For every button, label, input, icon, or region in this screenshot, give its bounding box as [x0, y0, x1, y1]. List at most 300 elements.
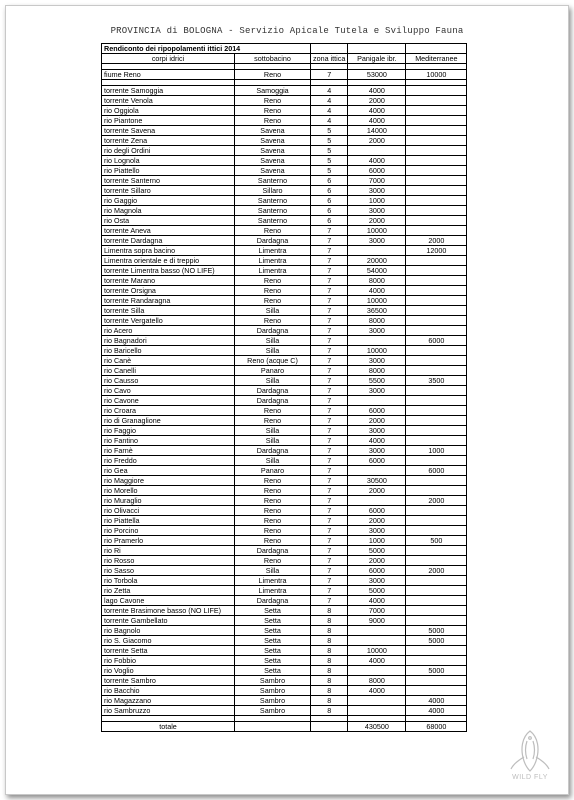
- cell-mediterranee: [406, 416, 467, 426]
- cell-basin: Savena: [235, 166, 311, 176]
- cell-basin: Savena: [235, 126, 311, 136]
- column-header-row: [102, 54, 467, 64]
- cell-mediterranee: [406, 436, 467, 446]
- cell-panigale: 6000: [348, 406, 406, 416]
- cell-panigale: 6000: [348, 166, 406, 176]
- table-row: [102, 326, 467, 336]
- cell-basin: Reno: [235, 506, 311, 516]
- cell-basin: Reno: [235, 526, 311, 536]
- cell-zone: 6: [311, 206, 348, 216]
- table-row: [102, 246, 467, 256]
- cell-zone: 8: [311, 646, 348, 656]
- cell-basin: Reno: [235, 406, 311, 416]
- cell-zone: 8: [311, 606, 348, 616]
- cell-water-body: rio Piantone: [102, 116, 235, 126]
- cell-zone: 7: [311, 366, 348, 376]
- table-row: [102, 96, 467, 106]
- cell-zone: 4: [311, 86, 348, 96]
- cell-water-body: rio Bacchio: [102, 686, 235, 696]
- cell-basin: Reno: [235, 70, 311, 80]
- cell-zone: 7: [311, 406, 348, 416]
- cell-mediterranee: [406, 546, 467, 556]
- cell-panigale: 10000: [348, 296, 406, 306]
- cell-basin: Setta: [235, 666, 311, 676]
- cell-mediterranee: [406, 356, 467, 366]
- cell-zone: 8: [311, 696, 348, 706]
- total-panigale: 430500: [348, 722, 406, 732]
- cell-zone: 7: [311, 456, 348, 466]
- cell-mediterranee: [406, 476, 467, 486]
- cell-panigale: 2000: [348, 486, 406, 496]
- cell-zone: 7: [311, 566, 348, 576]
- restocking-table: [101, 43, 467, 732]
- table-row: [102, 346, 467, 356]
- table-title-row: [102, 44, 467, 54]
- cell-mediterranee: 4000: [406, 706, 467, 716]
- cell-mediterranee: [406, 386, 467, 396]
- cell-mediterranee: [406, 346, 467, 356]
- cell-mediterranee: 1000: [406, 446, 467, 456]
- cell-panigale: 2000: [348, 96, 406, 106]
- cell-basin: Savena: [235, 136, 311, 146]
- cell-zone: 7: [311, 226, 348, 236]
- cell-panigale: 10000: [348, 346, 406, 356]
- cell-basin: Savena: [235, 146, 311, 156]
- cell-zone: 7: [311, 416, 348, 426]
- cell-zone: 6: [311, 216, 348, 226]
- table-row-first: [102, 70, 467, 80]
- cell-panigale: 2000: [348, 136, 406, 146]
- cell-panigale: 6000: [348, 566, 406, 576]
- cell-zone: 7: [311, 336, 348, 346]
- table-row: [102, 666, 467, 676]
- cell-panigale: 4000: [348, 436, 406, 446]
- total-label: totale: [102, 722, 235, 732]
- cell-zone: 8: [311, 626, 348, 636]
- cell-mediterranee: [406, 506, 467, 516]
- cell-panigale: 6000: [348, 506, 406, 516]
- table-row: [102, 436, 467, 446]
- cell-water-body: torrente Randaragna: [102, 296, 235, 306]
- table-row: [102, 626, 467, 636]
- cell-mediterranee: 2000: [406, 496, 467, 506]
- table-row: [102, 576, 467, 586]
- table-row: [102, 216, 467, 226]
- cell-panigale: 7000: [348, 176, 406, 186]
- cell-mediterranee: 5000: [406, 626, 467, 636]
- cell-water-body: rio Canelli: [102, 366, 235, 376]
- cell-water-body: rio Morello: [102, 486, 235, 496]
- cell-water-body: rio Bagnadori: [102, 336, 235, 346]
- cell-basin: Silla: [235, 346, 311, 356]
- cell-zone: 7: [311, 496, 348, 506]
- cell-mediterranee: [406, 106, 467, 116]
- cell-mediterranee: 4000: [406, 696, 467, 706]
- cell-mediterranee: [406, 676, 467, 686]
- cell-zone: 8: [311, 706, 348, 716]
- table-row: [102, 156, 467, 166]
- table-row: [102, 676, 467, 686]
- cell-zone: 7: [311, 296, 348, 306]
- cell-mediterranee: [406, 526, 467, 536]
- cell-zone: 8: [311, 656, 348, 666]
- table-row: [102, 706, 467, 716]
- cell-mediterranee: [406, 406, 467, 416]
- cell-panigale: 4000: [348, 116, 406, 126]
- cell-mediterranee: [406, 166, 467, 176]
- cell-panigale: 2000: [348, 216, 406, 226]
- cell-basin: Setta: [235, 636, 311, 646]
- cell-mediterranee: [406, 156, 467, 166]
- cell-mediterranee: [406, 86, 467, 96]
- cell-zone: 5: [311, 166, 348, 176]
- cell-water-body: rio Voglio: [102, 666, 235, 676]
- cell-mediterranee: [406, 396, 467, 406]
- cell-zone: 7: [311, 256, 348, 266]
- cell-basin: Reno: [235, 416, 311, 426]
- table-row: [102, 186, 467, 196]
- cell-water-body: torrente Dardagna: [102, 236, 235, 246]
- cell-basin: Silla: [235, 426, 311, 436]
- cell-water-body: rio Muraglio: [102, 496, 235, 506]
- cell-mediterranee: [406, 126, 467, 136]
- cell-basin: Dardagna: [235, 446, 311, 456]
- cell-panigale: 3000: [348, 326, 406, 336]
- table-row: [102, 616, 467, 626]
- cell-panigale: 4000: [348, 86, 406, 96]
- cell-mediterranee: [406, 646, 467, 656]
- cell-basin: Reno: [235, 96, 311, 106]
- cell-panigale: 2000: [348, 416, 406, 426]
- cell-panigale: 7000: [348, 606, 406, 616]
- cell-water-body: torrente Orsigna: [102, 286, 235, 296]
- cell-water-body: torrente Sambro: [102, 676, 235, 686]
- cell-water-body: rio Rosso: [102, 556, 235, 566]
- cell-mediterranee: 5000: [406, 636, 467, 646]
- table-row: [102, 496, 467, 506]
- cell-water-body: rio Sambruzzo: [102, 706, 235, 716]
- cell-basin: Samoggia: [235, 86, 311, 96]
- table-row: [102, 106, 467, 116]
- cell-basin: Reno (acque C): [235, 356, 311, 366]
- cell-zone: 7: [311, 386, 348, 396]
- cell-panigale: 3000: [348, 526, 406, 536]
- cell-water-body: rio Farnè: [102, 446, 235, 456]
- table-row: [102, 426, 467, 436]
- cell-zone: 5: [311, 136, 348, 146]
- cell-panigale: [348, 146, 406, 156]
- cell-zone: 7: [311, 526, 348, 536]
- cell-mediterranee: [406, 366, 467, 376]
- cell-zone: 7: [311, 70, 348, 80]
- cell-water-body: torrente Zena: [102, 136, 235, 146]
- cell-water-body: fiume Reno: [102, 70, 235, 80]
- table-row: [102, 146, 467, 156]
- cell-zone: 7: [311, 546, 348, 556]
- cell-basin: Santerno: [235, 176, 311, 186]
- cell-mediterranee: 6000: [406, 466, 467, 476]
- cell-water-body: rio Causso: [102, 376, 235, 386]
- cell-panigale: 8000: [348, 316, 406, 326]
- cell-mediterranee: [406, 656, 467, 666]
- cell-zone: 7: [311, 556, 348, 566]
- cell-basin: Sillaro: [235, 186, 311, 196]
- cell-basin: Dardagna: [235, 396, 311, 406]
- cell-basin: Reno: [235, 286, 311, 296]
- cell-zone: 4: [311, 106, 348, 116]
- table-title: Rendiconto dei ripopolamenti ittici 2014: [102, 44, 311, 54]
- column-header-zone: zona ittica: [311, 54, 348, 64]
- table-row: [102, 486, 467, 496]
- table-row: [102, 266, 467, 276]
- cell-panigale: [348, 666, 406, 676]
- table-row: [102, 596, 467, 606]
- cell-basin: Reno: [235, 116, 311, 126]
- cell-zone: 7: [311, 576, 348, 586]
- cell-basin: Panaro: [235, 466, 311, 476]
- cell-zone: 8: [311, 636, 348, 646]
- cell-mediterranee: [406, 206, 467, 216]
- table-row: [102, 286, 467, 296]
- cell-water-body: rio Fobbio: [102, 656, 235, 666]
- cell-water-body: rio Croara: [102, 406, 235, 416]
- cell-water-body: rio Fantino: [102, 436, 235, 446]
- cell-mediterranee: 2000: [406, 566, 467, 576]
- cell-mediterranee: [406, 586, 467, 596]
- cell-mediterranee: 6000: [406, 336, 467, 346]
- table-row: [102, 306, 467, 316]
- cell-water-body: rio Osta: [102, 216, 235, 226]
- cell-basin: Setta: [235, 616, 311, 626]
- cell-water-body: rio Faggio: [102, 426, 235, 436]
- cell-zone: 7: [311, 266, 348, 276]
- cell-zone: 7: [311, 346, 348, 356]
- cell-water-body: rio Acero: [102, 326, 235, 336]
- table-row: [102, 376, 467, 386]
- table-row: [102, 546, 467, 556]
- cell-zone: 7: [311, 446, 348, 456]
- table-row: [102, 256, 467, 266]
- cell-basin: Santerno: [235, 216, 311, 226]
- cell-water-body: rio Porcino: [102, 526, 235, 536]
- cell-water-body: rio Zetta: [102, 586, 235, 596]
- cell-basin: Sambro: [235, 706, 311, 716]
- cell-water-body: torrente Marano: [102, 276, 235, 286]
- cell-mediterranee: [406, 606, 467, 616]
- cell-basin: Reno: [235, 296, 311, 306]
- cell-water-body: torrente Limentra basso (NO LIFE): [102, 266, 235, 276]
- cell-panigale: 8000: [348, 366, 406, 376]
- fish-logo-icon: [505, 727, 555, 781]
- cell-water-body: rio Baricello: [102, 346, 235, 356]
- cell-panigale: 4000: [348, 106, 406, 116]
- cell-basin: Panaro: [235, 366, 311, 376]
- cell-zone: 6: [311, 196, 348, 206]
- cell-mediterranee: [406, 136, 467, 146]
- table-row: [102, 636, 467, 646]
- cell-mediterranee: [406, 266, 467, 276]
- cell-water-body: rio Torbola: [102, 576, 235, 586]
- cell-basin: Silla: [235, 376, 311, 386]
- wild-fly-logo: [505, 727, 555, 781]
- cell-basin: Reno: [235, 276, 311, 286]
- cell-mediterranee: 5000: [406, 666, 467, 676]
- cell-water-body: rio Sasso: [102, 566, 235, 576]
- total-mediterranee: 68000: [406, 722, 467, 732]
- cell-water-body: torrente Gambellato: [102, 616, 235, 626]
- document-header: PROVINCIA di BOLOGNA - Servizio Apicale Tutela e Sviluppo Fauna: [110, 26, 464, 36]
- table-row: [102, 416, 467, 426]
- table-row: [102, 236, 467, 246]
- cell-zone: 7: [311, 596, 348, 606]
- cell-mediterranee: [406, 226, 467, 236]
- cell-zone: 7: [311, 436, 348, 446]
- table-row: [102, 536, 467, 546]
- table-row: [102, 446, 467, 456]
- table-row: [102, 126, 467, 136]
- cell-water-body: Limentra sopra bacino: [102, 246, 235, 256]
- cell-mediterranee: [406, 576, 467, 586]
- cell-basin: Silla: [235, 436, 311, 446]
- cell-panigale: 5000: [348, 586, 406, 596]
- table-row: [102, 206, 467, 216]
- cell-water-body: Limentra orientale e di treppio: [102, 256, 235, 266]
- table-row: [102, 656, 467, 666]
- cell-basin: Limentra: [235, 576, 311, 586]
- cell-zone: 8: [311, 616, 348, 626]
- cell-panigale: 3000: [348, 236, 406, 246]
- cell-zone: 7: [311, 276, 348, 286]
- table-row: [102, 586, 467, 596]
- cell-panigale: 2000: [348, 556, 406, 566]
- table-row: [102, 136, 467, 146]
- cell-panigale: 8000: [348, 276, 406, 286]
- cell-zone: 5: [311, 126, 348, 136]
- cell-zone: 7: [311, 476, 348, 486]
- cell-basin: Dardagna: [235, 546, 311, 556]
- cell-basin: Reno: [235, 516, 311, 526]
- table-row: [102, 466, 467, 476]
- cell-basin: Silla: [235, 336, 311, 346]
- cell-panigale: [348, 466, 406, 476]
- cell-panigale: 6000: [348, 456, 406, 466]
- table-row: [102, 506, 467, 516]
- cell-zone: 6: [311, 176, 348, 186]
- cell-panigale: 4000: [348, 686, 406, 696]
- cell-panigale: 20000: [348, 256, 406, 266]
- cell-panigale: 3000: [348, 446, 406, 456]
- cell-panigale: [348, 396, 406, 406]
- cell-mediterranee: [406, 486, 467, 496]
- cell-water-body: rio Pramerlo: [102, 536, 235, 546]
- column-header-mediterranee: Mediterranee: [406, 54, 467, 64]
- cell-water-body: rio Canè: [102, 356, 235, 366]
- cell-zone: 7: [311, 586, 348, 596]
- cell-zone: 7: [311, 246, 348, 256]
- table-row: [102, 456, 467, 466]
- cell-zone: 6: [311, 186, 348, 196]
- cell-panigale: 5000: [348, 546, 406, 556]
- cell-basin: Sambro: [235, 686, 311, 696]
- cell-zone: 7: [311, 236, 348, 246]
- cell-panigale: 4000: [348, 656, 406, 666]
- cell-panigale: 4000: [348, 286, 406, 296]
- cell-water-body: rio di Granaglione: [102, 416, 235, 426]
- cell-mediterranee: 3500: [406, 376, 467, 386]
- cell-mediterranee: [406, 296, 467, 306]
- logo-text: WILD FLY: [512, 774, 548, 781]
- table-row: [102, 556, 467, 566]
- cell-mediterranee: [406, 276, 467, 286]
- table-row: [102, 396, 467, 406]
- cell-water-body: rio Olivacci: [102, 506, 235, 516]
- cell-panigale: 3000: [348, 576, 406, 586]
- table-row: [102, 86, 467, 96]
- cell-zone: 5: [311, 156, 348, 166]
- cell-water-body: torrente Aneva: [102, 226, 235, 236]
- cell-basin: Reno: [235, 556, 311, 566]
- cell-zone: 7: [311, 286, 348, 296]
- cell-basin: Reno: [235, 496, 311, 506]
- cell-panigale: 5500: [348, 376, 406, 386]
- cell-mediterranee: [406, 456, 467, 466]
- cell-panigale: 4000: [348, 596, 406, 606]
- table-row: [102, 476, 467, 486]
- cell-basin: Reno: [235, 486, 311, 496]
- cell-panigale: 8000: [348, 676, 406, 686]
- cell-mediterranee: [406, 426, 467, 436]
- cell-panigale: [348, 336, 406, 346]
- cell-panigale: 54000: [348, 266, 406, 276]
- table-row: [102, 566, 467, 576]
- cell-zone: 7: [311, 356, 348, 366]
- cell-mediterranee: [406, 256, 467, 266]
- cell-basin: Sambro: [235, 676, 311, 686]
- cell-basin: Dardagna: [235, 326, 311, 336]
- cell-panigale: 36500: [348, 306, 406, 316]
- cell-water-body: torrente Brasimone basso (NO LIFE): [102, 606, 235, 616]
- table-row: [102, 276, 467, 286]
- cell-water-body: rio S. Giacomo: [102, 636, 235, 646]
- column-header-panigale: Panigale ibr.: [348, 54, 406, 64]
- cell-panigale: [348, 496, 406, 506]
- table-row: [102, 176, 467, 186]
- cell-water-body: rio Bagnolo: [102, 626, 235, 636]
- cell-basin: Silla: [235, 306, 311, 316]
- cell-basin: Limentra: [235, 246, 311, 256]
- cell-mediterranee: [406, 96, 467, 106]
- cell-zone: 8: [311, 666, 348, 676]
- cell-zone: 4: [311, 116, 348, 126]
- cell-zone: 8: [311, 676, 348, 686]
- cell-basin: Setta: [235, 606, 311, 616]
- cell-mediterranee: [406, 326, 467, 336]
- table-row: [102, 196, 467, 206]
- cell-zone: 7: [311, 536, 348, 546]
- table-row: [102, 116, 467, 126]
- cell-panigale: [348, 696, 406, 706]
- cell-panigale: [348, 706, 406, 716]
- cell-water-body: rio Gea: [102, 466, 235, 476]
- cell-water-body: rio Cavone: [102, 396, 235, 406]
- cell-mediterranee: [406, 516, 467, 526]
- cell-panigale: [348, 626, 406, 636]
- table-row: [102, 516, 467, 526]
- table-row: [102, 296, 467, 306]
- cell-zone: 7: [311, 486, 348, 496]
- table-row: [102, 316, 467, 326]
- table-row: [102, 226, 467, 236]
